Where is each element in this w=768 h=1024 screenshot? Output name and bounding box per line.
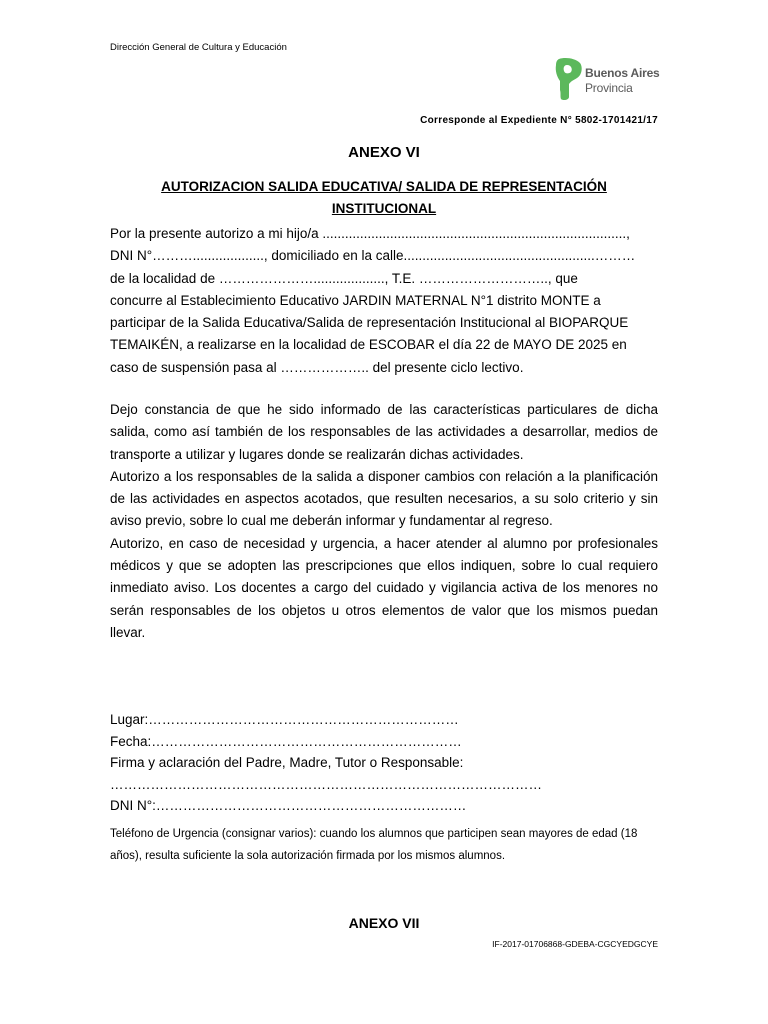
body-line: Por la presente autorizo a mi hijo/a ................................................................................., (110, 226, 630, 241)
changes-paragraph: Autorizo a los responsables de la salida a disponer cambios con relación a la planificación de las actividades en aspectos acotados, que resulten necesarios, a su solo criterio y sin aviso previo, sobre lo cual me deberán informar y fundamentar al regreso. (110, 468, 658, 529)
fecha-field: Fecha:…………………………………………………………… (110, 733, 462, 749)
firma-label: Firma y aclaración del Padre, Madre, Tutor o Responsable: (110, 755, 464, 770)
emergency-phone-note: Teléfono de Urgencia (consignar varios): cuando los alumnos que participen sean mayores de edad (18 años), resulta suficiente la sola autorización firmada por los mismos alumnos. (110, 828, 638, 862)
document-id: IF-2017-01706868-GDEBA-CGCYEDGCYE (492, 939, 658, 949)
document-title (110, 176, 658, 220)
urgency-paragraph: Autorizo, en caso de necesidad y urgencia, a hacer atender al alumno por profesionales médicos y que se adopten las prescripciones que ellos indiquen, sobre lo cual requiero inmediato aviso. Los docentes a cargo del cuidado y vigilancia activa de los menores no serán responsables de los objetos u otros elementos de valor que los mismos puedan llevar. (110, 535, 658, 640)
annex-vi-heading: ANEXO VI (348, 144, 420, 161)
expediente-reference: Corresponde al Expediente N° 5802-1701421/17 (420, 115, 658, 126)
body-line: DNI N°………..................., domiciliado en la calle...................................................……… (110, 248, 636, 264)
informed-paragraph: Dejo constancia de que he sido informado de las características particulares de dicha salida, como así también de los responsables de las actividades a desarrollar, medios de transporte a utilizar y lugares donde se realizarán dichas actividades. (110, 402, 658, 462)
document-title-line-1: AUTORIZACION SALIDA EDUCATIVA/ SALIDA DE REPRESENTACIÓN (161, 179, 607, 194)
province-map-icon (553, 57, 583, 101)
organization-header: Dirección General de Cultura y Educación (110, 42, 287, 53)
logo-subtitle: Provincia (585, 81, 633, 95)
body-line: caso de suspensión pasa al ……………….. del presente ciclo lectivo. (110, 359, 524, 375)
lugar-field: Lugar:…………………………………………………………… (110, 712, 459, 727)
annex-vii-heading: ANEXO VII (348, 915, 420, 931)
firma-line: …………………………………………………………………………………… (110, 776, 542, 792)
authorization-paragraph (110, 223, 658, 379)
logo-title: Buenos Aires (585, 66, 660, 80)
body-line: participar de la Salida Educativa/Salida de representación Institucional al BIOPARQUE (110, 315, 629, 331)
body-line: de la localidad de …………………..................., T.E. ……………………….., que (110, 270, 578, 286)
signature-section (110, 709, 658, 817)
dni-field: DNI N°:…………………………………………………………… (110, 798, 467, 813)
body-line: TEMAIKÉN, a realizarse en la localidad de ESCOBAR el día 22 de MAYO DE 2025 en (110, 337, 627, 353)
conditions-section (110, 399, 658, 644)
document-title-line-2: INSTITUCIONAL (331, 201, 437, 216)
buenos-aires-logo (553, 57, 663, 101)
body-line: concurre al Establecimiento Educativo JARDIN MATERNAL N°1 distrito MONTE a (110, 292, 601, 308)
